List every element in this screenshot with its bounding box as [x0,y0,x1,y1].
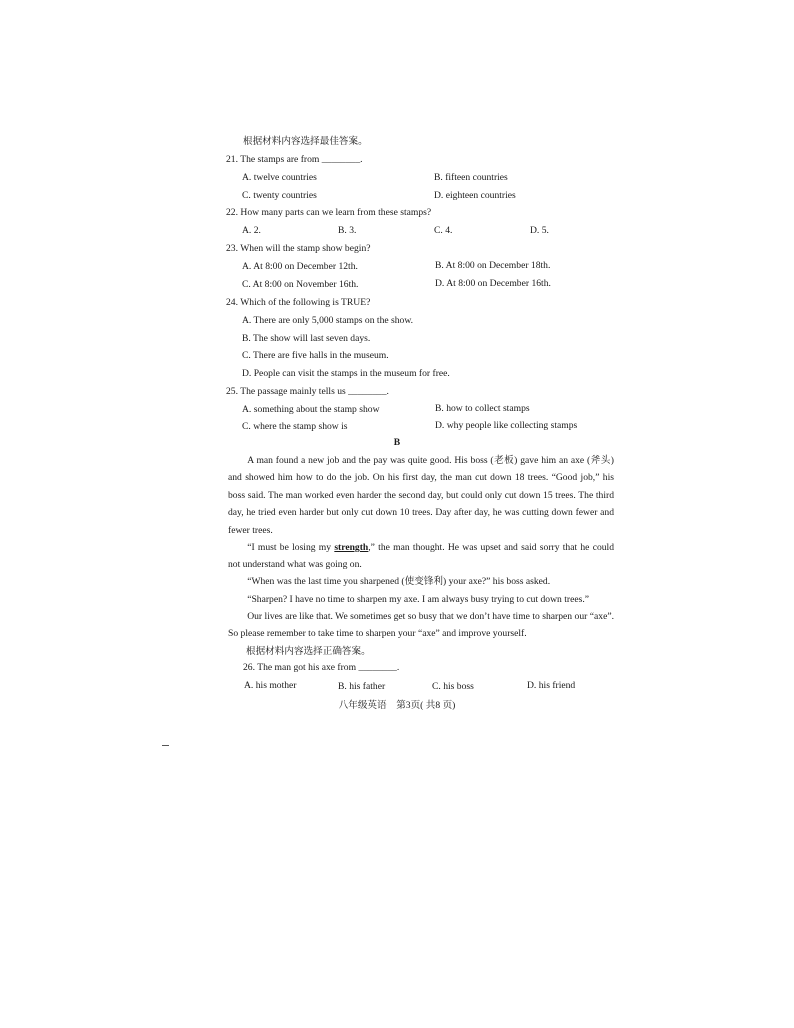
passage-paragraph-2-end: ,” the man thought. He was upset and said sorry that he could not understand what was going on. [228,542,615,571]
question-25-option-b: B. how to collect stamps [435,403,530,414]
question-25-option-a: A. something about the stamp show [242,404,380,415]
question-25-stem: 25. The passage mainly tells us ________. [226,386,389,397]
passage-paragraph-5: Our lives are like that. We sometimes get so busy that we don’t have time to sharpen our “axe”. So please remember to take time to sharpen your “axe” and improve yourself. [228,611,614,640]
question-26-option-d: D. his friend [527,680,576,691]
question-26-option-b: B. his father [338,681,386,692]
passage-paragraph-1: A man found a new job and the pay was quite good. His boss (老板) gave him an axe (斧头) and showed him how to do the job. On his first day, the man cut down 18 trees. “Good job,” his boss said. The man worked even harder the second day, but could only cut down 15 trees. The third day, he tried even harder but only cut down 10 trees. Day after day, he was cutting down fewer and fewer trees. [228,455,614,536]
question-21-option-c: C. twenty countries [242,190,317,201]
question-21-stem: 21. The stamps are from ________. [226,154,363,165]
question-21-option-b: B. fifteen countries [434,172,508,183]
question-26-option-c: C. his boss [432,681,474,692]
question-23-stem: 23. When will the stamp show begin? [226,243,371,254]
question-24-option-d: D. People can visit the stamps in the museum for free. [242,368,450,379]
question-25-option-c: C. where the stamp show is [242,421,348,432]
passage-paragraph-2-start: “I must be losing my [247,542,335,553]
question-23-option-c: C. At 8:00 on November 16th. [242,279,359,290]
question-22-option-d: D. 5. [530,225,549,236]
question-22-option-b: B. 3. [338,225,357,236]
question-21-option-a: A. twelve countries [242,172,317,183]
page-footer: 八年级英语 第3页( 共8 页) [338,700,456,711]
section-b-heading: B [393,437,401,448]
passage-paragraph-3: “When was the last time you sharpened (使变锋利) your axe?” his boss asked. [247,576,551,587]
scan-mark [162,745,169,746]
highlighted-word-strength: strength [334,542,369,553]
section-b-instruction: 根据材料内容选择正确答案。 [246,646,371,657]
passage-paragraph-2 [228,539,614,574]
question-22-option-c: C. 4. [434,225,453,236]
question-23-option-a: A. At 8:00 on December 12th. [242,261,358,272]
passage-paragraph-4: “Sharpen? I have no time to sharpen my axe. I am always busy trying to cut down trees.” [247,594,589,605]
question-25-option-d: D. why people like collecting stamps [435,420,578,431]
question-22-stem: 22. How many parts can we learn from these stamps? [226,207,432,218]
question-24-stem: 24. Which of the following is TRUE? [226,297,371,308]
question-22-option-a: A. 2. [242,225,261,236]
question-26-option-a: A. his mother [244,680,297,691]
question-23-option-d: D. At 8:00 on December 16th. [435,278,551,289]
question-24-option-b: B. The show will last seven days. [242,333,371,344]
question-23-option-b: B. At 8:00 on December 18th. [435,260,551,271]
question-21-option-d: D. eighteen countries [434,190,516,201]
question-24-option-c: C. There are five halls in the museum. [242,350,389,361]
question-26-stem: 26. The man got his axe from ________. [243,662,400,673]
section-a-instruction: 根据材料内容选择最佳答案。 [243,136,368,147]
question-24-option-a: A. There are only 5,000 stamps on the show. [242,315,414,326]
